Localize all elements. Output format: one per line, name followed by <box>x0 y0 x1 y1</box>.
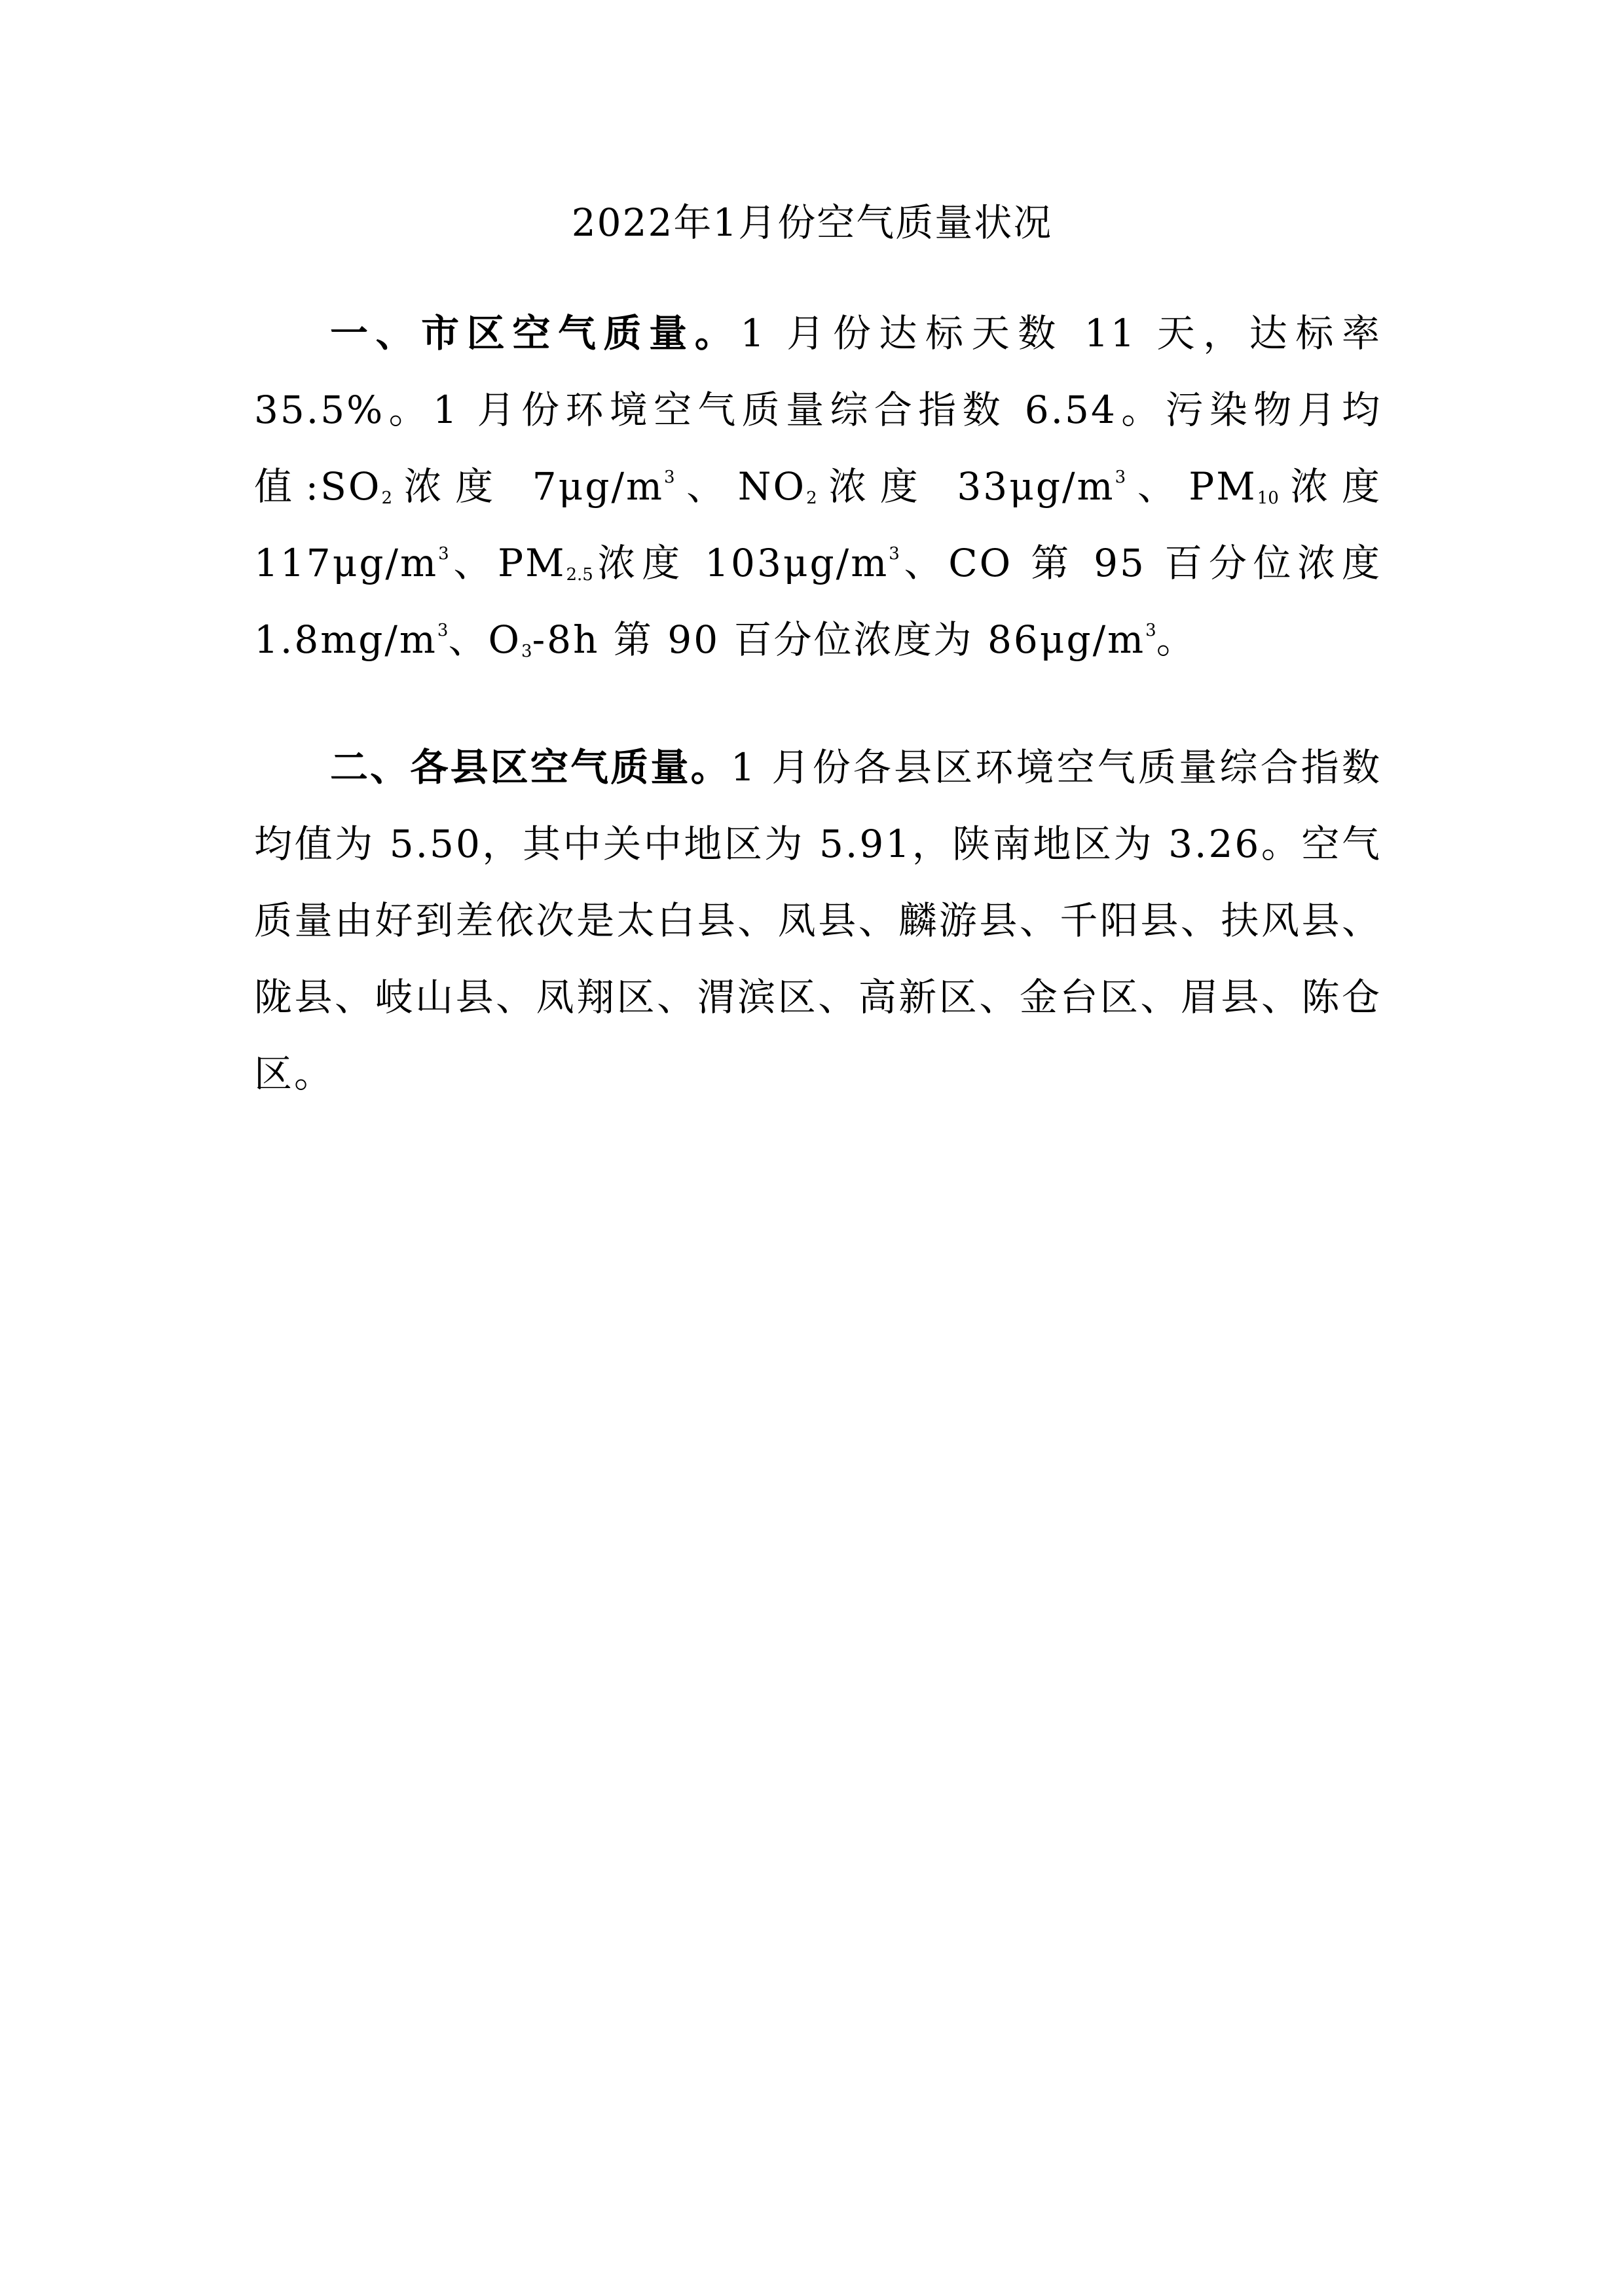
so2-unit-superscript: 3 <box>664 467 675 487</box>
pm10-label: PM <box>1189 464 1257 509</box>
o3-label: O <box>488 617 522 662</box>
pm25-label: PM <box>498 541 566 585</box>
o3-subscript: 3 <box>521 642 532 661</box>
so2-subscript: 2 <box>381 488 392 508</box>
co-value: 、CO 第 95 百分位浓度 1.8mg/m <box>254 541 1382 662</box>
section-county-air-quality <box>254 729 1382 1112</box>
section-city-air-quality <box>254 295 1382 678</box>
no2-subscript: 2 <box>806 488 817 508</box>
o3-separator: 、 <box>448 617 489 662</box>
no2-label: NO <box>737 464 807 509</box>
section1-end: 。 <box>1156 617 1196 662</box>
document-title: 2022年1月份空气质量状况 <box>571 200 1053 245</box>
pm25-separator: 、 <box>449 541 498 585</box>
pm10-value: 浓度 117μg/m <box>254 464 1382 585</box>
pm25-subscript: 2.5 <box>566 565 593 585</box>
county-summary-text: 1 月份各县区环境空气质量综合指数均值为 5.50，其中关中地区为 5.91，陕南地区为 3.26。空气质量由好到差依次是太白县、凤县、麟游县、千阳县、扶风县、陇县、岐山县、凤翔区、渭滨区、高新区、金台区、眉县、陈仓区。 <box>254 745 1382 1096</box>
pm25-value: 浓度 103μg/m <box>593 541 889 585</box>
no2-separator: 、 <box>674 464 738 509</box>
section-heading-county: 二、各县区空气质量。 <box>330 745 731 790</box>
pm10-unit-superscript: 3 <box>438 544 449 564</box>
o3-value: -8h 第 90 百分位浓度为 86μg/m <box>532 617 1146 662</box>
no2-value: 浓度 33μg/m <box>817 464 1115 509</box>
so2-value: 浓度 7μg/m <box>392 464 665 509</box>
co-unit-superscript: 3 <box>437 621 449 640</box>
pm10-separator: 、 <box>1126 464 1189 509</box>
so2-label: SO <box>320 464 382 509</box>
section-heading-city: 一、市区空气质量。 <box>330 311 741 355</box>
o3-unit-superscript: 3 <box>1145 621 1156 640</box>
pm25-unit-superscript: 3 <box>889 544 900 564</box>
city-summary-text: 1 月份达标天数 11 天，达标率 35.5%。1 月份环境空气质量综合指数 6.54。污染物月均值: <box>254 311 1382 509</box>
pm10-subscript: 10 <box>1257 488 1279 508</box>
no2-unit-superscript: 3 <box>1115 467 1126 487</box>
